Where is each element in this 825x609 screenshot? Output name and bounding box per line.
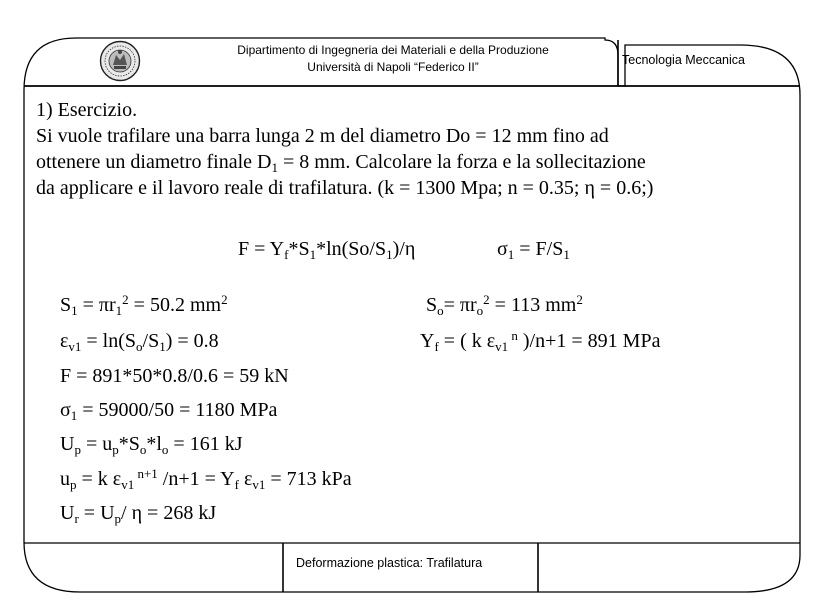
calc-yield: $Y_f$ = ( k $\varepsilon_{v1}$ $^n$ )/n+1 = 891 MPa — [420, 328, 661, 354]
calc-so: $S_o= \pi r_o^2 = 113$ $mm^2$ — [426, 292, 583, 318]
university-name: Università di Napoli “Federico II” — [307, 60, 479, 74]
calc-real-work: $U_r = U_p/$ η = 268 kJ — [60, 502, 217, 526]
calc-force: F = 891*50*0.8/0.6 = 59 kN — [60, 365, 289, 387]
exercise-title: 1) Esercizio. — [36, 99, 138, 121]
course-title: Tecnologia Meccanica — [622, 53, 745, 67]
stress-formula: $\sigma_1 = F/S_1$ — [497, 238, 570, 262]
university-seal-logo — [99, 40, 141, 82]
calc-strain: $\varepsilon_{v1} = \ln(S_o/S_1) = 0.8$ — [60, 330, 219, 354]
footer-topic: Deformazione plastica: Trafilatura — [296, 556, 483, 570]
force-formula: $F = Y_f*S_1*\ln(So/S_1)/\eta$ — [238, 238, 416, 262]
department-name: Dipartimento di Ingegneria dei Materiali e della Produzione — [237, 43, 549, 57]
calc-work-ideal: $U_p = u_p*S_o*l_o = 161$ kJ — [60, 433, 243, 457]
exercise-line: ottenere un diametro finale $D_1 = 8$ mm. Calcolare la forza e la sollecitazione — [36, 151, 646, 175]
calc-s1: $S_1 = \pi r_1^2 = 50.2$ $mm^2$ — [60, 292, 228, 318]
exercise-line: da applicare e il lavoro reale di trafilatura. (k = 1300 Mpa; n = 0.35; η = 0.6;) — [36, 177, 654, 199]
exercise-statement — [36, 97, 653, 201]
calc-specific-work: $u_p = k$ $\varepsilon_{v1}$ $^{n+1}$ $/n+1 = Y_f$ $\varepsilon_{v1} = 713$ kPa — [60, 466, 352, 492]
exercise-line: Si vuole trafilare una barra lunga 2 m del diametro Do = 12 mm fino ad — [36, 125, 609, 147]
calc-stress: $\sigma_1 = 59000/50 = 1180$ MPa — [60, 399, 278, 423]
